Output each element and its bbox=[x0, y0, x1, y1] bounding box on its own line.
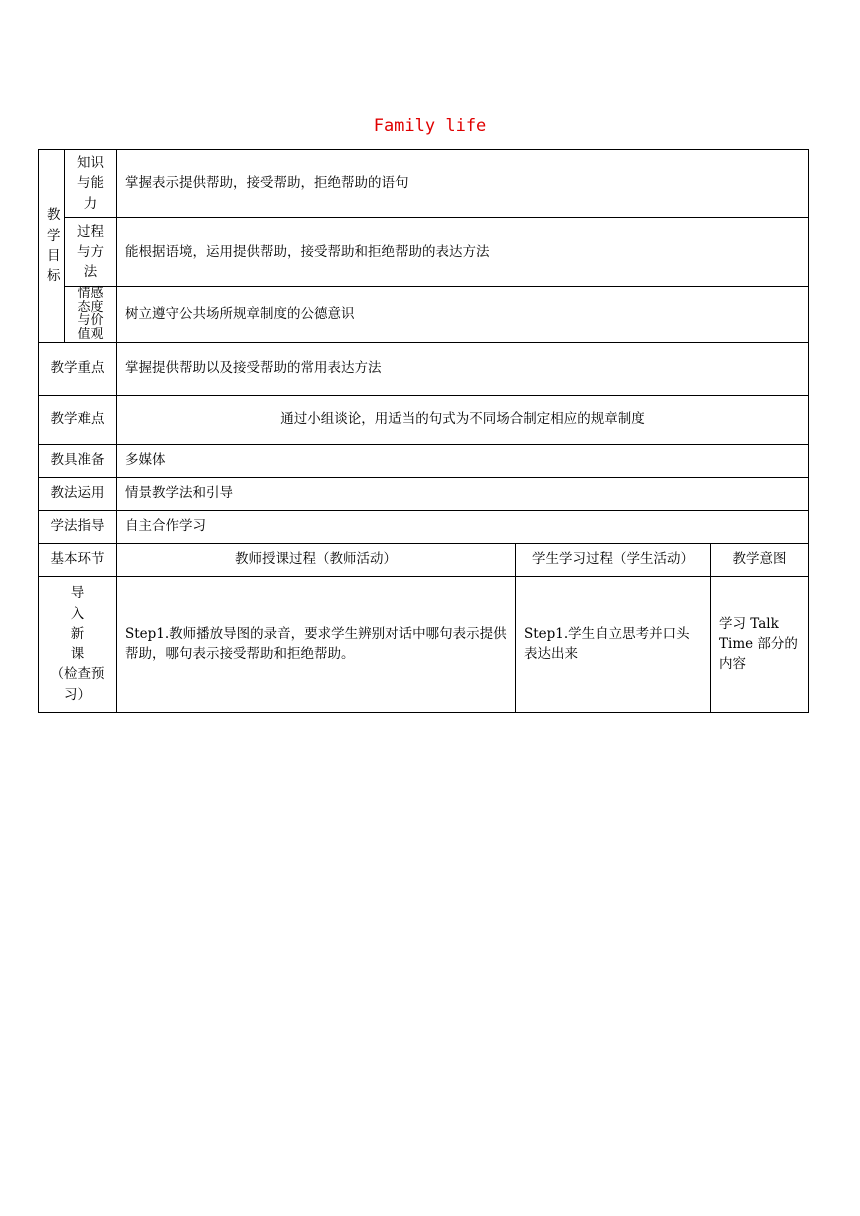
stage-label bbox=[39, 576, 117, 712]
aids-text: 多媒体 bbox=[117, 444, 809, 477]
emotion-text: 树立遵守公共场所规章制度的公德意识 bbox=[117, 287, 809, 343]
objective-knowledge-row bbox=[39, 150, 809, 218]
stage-label-line: 课 bbox=[70, 646, 85, 663]
knowledge-label-line: 力 bbox=[83, 195, 98, 212]
header-teaching-intent: 教学意图 bbox=[711, 543, 809, 576]
methods-label: 教法运用 bbox=[39, 477, 117, 510]
stage-label-line: （检查预 bbox=[50, 666, 105, 683]
stage-label-line: 导 bbox=[70, 585, 85, 602]
process-label-line: 法 bbox=[83, 264, 98, 281]
emotion-label-line: 与价 bbox=[77, 313, 104, 329]
objectives-label-char: 学 bbox=[47, 227, 61, 244]
emotion-label-line: 态度 bbox=[77, 299, 104, 315]
objective-emotion-row bbox=[39, 287, 809, 343]
difficulties-label: 教学难点 bbox=[39, 395, 117, 444]
objectives-label-char: 教 bbox=[47, 207, 61, 224]
objectives-label-char: 目 bbox=[47, 247, 61, 264]
aids-row bbox=[39, 444, 809, 477]
study-label: 学法指导 bbox=[39, 510, 117, 543]
objectives-label bbox=[39, 150, 65, 343]
emotion-label-line: 值观 bbox=[77, 326, 104, 342]
objective-process-row bbox=[39, 218, 809, 287]
knowledge-label-line: 知识 bbox=[77, 155, 104, 172]
difficulties-text: 通过小组谈论，用适当的句式为不同场合制定相应的规章制度 bbox=[117, 395, 809, 444]
difficulties-row bbox=[39, 395, 809, 444]
process-label-line: 过程 bbox=[77, 223, 104, 240]
document-title: Family life bbox=[373, 116, 487, 136]
study-text: 自主合作学习 bbox=[117, 510, 809, 543]
objectives-label-char: 标 bbox=[47, 268, 61, 285]
stage-label-line: 习） bbox=[64, 686, 91, 703]
stage-label-line: 入 bbox=[70, 605, 85, 622]
knowledge-label bbox=[65, 150, 117, 218]
header-stage: 基本环节 bbox=[39, 543, 117, 576]
process-text: 能根据语境，运用提供帮助，接受帮助和拒绝帮助的表达方法 bbox=[117, 218, 809, 287]
lesson-plan-table bbox=[38, 149, 809, 713]
key-points-text: 掌握提供帮助以及接受帮助的常用表达方法 bbox=[117, 342, 809, 395]
header-student-activity: 学生学习过程（学生活动） bbox=[516, 543, 711, 576]
emotion-label-line: 情感 bbox=[77, 286, 104, 301]
knowledge-label-line: 与能 bbox=[77, 175, 104, 192]
key-points-row bbox=[39, 342, 809, 395]
process-label bbox=[65, 218, 117, 287]
study-row bbox=[39, 510, 809, 543]
process-label-line: 与方 bbox=[77, 243, 104, 260]
methods-text: 情景教学法和引导 bbox=[117, 477, 809, 510]
key-points-label: 教学重点 bbox=[39, 342, 117, 395]
student-activity-text: Step1.学生自立思考并口头表达出来 bbox=[516, 576, 711, 712]
teacher-activity-text: Step1.教师播放导图的录音，要求学生辨别对话中哪句表示提供帮助，哪句表示接受帮助和拒绝帮助。 bbox=[117, 576, 516, 712]
methods-row bbox=[39, 477, 809, 510]
aids-label: 教具准备 bbox=[39, 444, 117, 477]
teaching-intent-text: 学习 Talk Time 部分的内容 bbox=[711, 576, 809, 712]
emotion-label bbox=[65, 287, 117, 343]
stage-label-line: 新 bbox=[70, 625, 85, 642]
stage-row bbox=[39, 576, 809, 712]
header-teacher-activity: 教师授课过程（教师活动） bbox=[117, 543, 516, 576]
knowledge-text: 掌握表示提供帮助，接受帮助，拒绝帮助的语句 bbox=[117, 150, 809, 218]
process-header-row bbox=[39, 543, 809, 576]
